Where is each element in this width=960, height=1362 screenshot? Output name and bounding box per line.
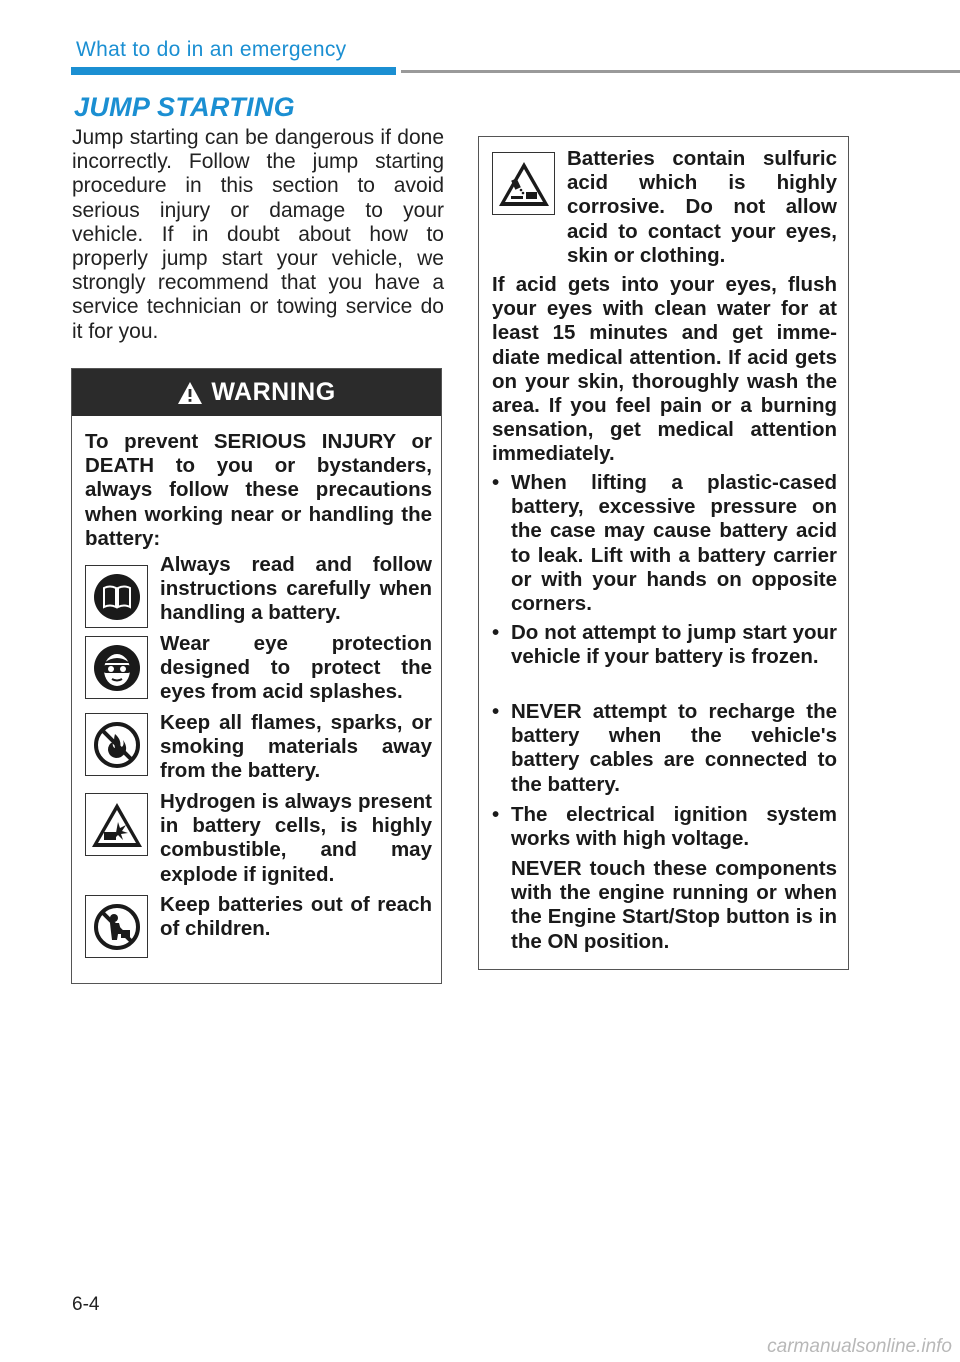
eye-protection-icon bbox=[85, 636, 148, 699]
page-number: 6-4 bbox=[72, 1294, 100, 1315]
page-title: JUMP STARTING bbox=[74, 92, 295, 122]
list-item bbox=[492, 471, 837, 616]
list-item bbox=[492, 803, 837, 851]
warning-item-text: Hydrogen is always present in battery cells, is highly combustible, and may explode if ignited. bbox=[160, 790, 432, 886]
battery-acid-box bbox=[478, 136, 849, 970]
acid-precaution-list bbox=[492, 621, 837, 669]
warning-box bbox=[71, 368, 442, 984]
manual-book-icon bbox=[85, 565, 148, 628]
acid-precaution-list bbox=[492, 471, 837, 616]
warning-label: WARNING bbox=[211, 378, 336, 406]
warning-triangle-icon bbox=[177, 381, 203, 405]
section-header-label: What to do in an emergency bbox=[76, 38, 347, 61]
explosion-hazard-icon bbox=[85, 793, 148, 856]
header-rule-accent bbox=[71, 67, 396, 75]
warning-header bbox=[72, 369, 441, 416]
intro-paragraph: Jump starting can be dangerous if done incorrectly. Follow the jump starting procedure in this section to avoid serious injury or damage to your vehicle. If in doubt about how to properly jump start your vehicle, we strongly recommend that you have a service technician or towing service do it for you. bbox=[72, 126, 444, 343]
warning-item-text: Keep batteries out of reach of children. bbox=[160, 893, 432, 941]
list-item-text: When lifting a plastic-cased battery, excessive pressure on the case may cause battery acid to leak. Lift with a battery carrier or with your hands on opposite corners. bbox=[511, 471, 837, 616]
warning-item-text: Wear eye protection designed to protect the eyes from acid splashes. bbox=[160, 632, 432, 704]
warning-item-text: Always read and follow instructions carefully when handling a battery. bbox=[160, 553, 432, 625]
list-item bbox=[492, 700, 837, 797]
warning-item-text: Keep all flames, sparks, or smoking materials away from the battery. bbox=[160, 711, 432, 783]
bullet-icon: • bbox=[492, 700, 500, 723]
list-item-text: The electrical ignition system works with high voltage. bbox=[511, 803, 837, 851]
high-voltage-warning: NEVER touch these components with the engine running or when the Engine Start/Stop button is in the ON position. bbox=[511, 857, 837, 953]
bullet-icon: • bbox=[492, 471, 500, 494]
list-item-text: NEVER attempt to recharge the battery when the vehicle's battery cables are connected to the battery. bbox=[511, 700, 837, 796]
acid-warning-lead: Batteries contain sulfuric acid which is highly corrosive. Do not allow acid to contact your eyes, skin or clothing. bbox=[567, 147, 837, 267]
acid-precaution-list bbox=[492, 700, 837, 797]
corrosive-hazard-icon bbox=[492, 152, 555, 215]
header-rule bbox=[401, 70, 960, 73]
watermark: carmanualsonline.info bbox=[767, 1336, 952, 1357]
acid-precaution-list bbox=[492, 803, 837, 851]
no-flames-icon bbox=[85, 713, 148, 776]
acid-first-aid-paragraph: If acid gets into your eyes, flush your eyes with clean water for at least 15 minutes and get immediate medical attention. If acid gets on your skin, thoroughly wash the area. If you feel pain or a burning sensation, get medical attention immediately. bbox=[492, 273, 837, 466]
list-item bbox=[492, 621, 837, 669]
list-item-text: Do not attempt to jump start your vehicle if your battery is frozen. bbox=[511, 621, 837, 669]
warning-intro: To prevent SERIOUS INJURY or DEATH to you or bystanders, always follow these precautions when working near or handling the battery: bbox=[85, 430, 432, 550]
bullet-icon: • bbox=[492, 803, 500, 826]
keep-away-children-icon bbox=[85, 895, 148, 958]
bullet-icon: • bbox=[492, 621, 500, 644]
